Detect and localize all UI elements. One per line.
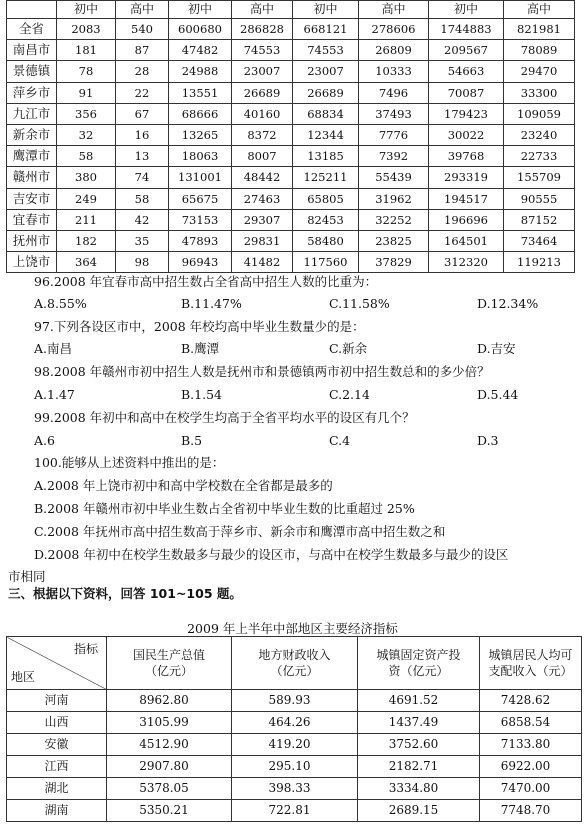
table1-header-cell: 初中 — [169, 1, 232, 19]
q97-option-d: D.吉安 — [477, 341, 516, 356]
table-cell: 10333 — [359, 61, 429, 82]
region-cell: 赣州市 — [7, 167, 57, 188]
region-cell: 安徽 — [7, 734, 107, 756]
table-cell: 13265 — [169, 124, 232, 145]
region-cell: 鹰潭市 — [7, 146, 57, 167]
table-row — [7, 230, 575, 251]
region-cell: 宜春市 — [7, 209, 57, 230]
table-cell: 31962 — [359, 188, 429, 209]
table-cell: 668121 — [293, 19, 359, 40]
table-cell: 7776 — [359, 124, 429, 145]
table-cell: 8372 — [232, 124, 293, 145]
corner-label-indicator: 指标 — [73, 642, 98, 656]
table-cell: 67 — [116, 103, 169, 124]
col-header-gdp: 国民生产总值 （亿元） — [107, 637, 232, 690]
q100-option-b: B.2008 年赣州市初中毕业生数占全省初中毕业生数的比重超过 25% — [34, 501, 415, 516]
table-cell: 22733 — [504, 146, 575, 167]
table-cell: 87 — [116, 40, 169, 61]
table-cell: 398.33 — [232, 778, 358, 800]
table-cell: 37493 — [359, 103, 429, 124]
table-cell: 16 — [116, 124, 169, 145]
region-cell: 南昌市 — [7, 40, 57, 61]
table-row — [7, 146, 575, 167]
table-cell: 312320 — [429, 252, 504, 273]
region-cell: 抚州市 — [7, 230, 57, 251]
table-cell: 40160 — [232, 103, 293, 124]
table-row — [7, 209, 575, 230]
table-cell: 39768 — [429, 146, 504, 167]
table-cell: 125211 — [293, 167, 359, 188]
table-row — [7, 756, 582, 778]
table-row — [7, 252, 575, 273]
table-cell: 2083 — [57, 19, 116, 40]
table-cell: 3105.99 — [107, 712, 232, 734]
table-cell: 42 — [116, 209, 169, 230]
region-cell: 河南 — [7, 690, 107, 712]
table-cell: 4691.52 — [358, 690, 480, 712]
table1-header-cell: 初中 — [429, 1, 504, 19]
table-cell: 4512.90 — [107, 734, 232, 756]
region-cell: 景德镇 — [7, 61, 57, 82]
table-cell: 131001 — [169, 167, 232, 188]
table-cell: 26689 — [293, 82, 359, 103]
table-cell: 13185 — [293, 146, 359, 167]
table-cell: 47893 — [169, 230, 232, 251]
col-header-revenue: 地方财政收入 （亿元） — [232, 637, 358, 690]
table-cell: 47482 — [169, 40, 232, 61]
table-cell: 7496 — [359, 82, 429, 103]
q99-option-b: B.5 — [181, 433, 203, 448]
table-row — [7, 188, 575, 209]
table-row — [7, 82, 575, 103]
table-cell: 6858.54 — [480, 712, 582, 734]
table-cell: 5378.05 — [107, 778, 232, 800]
table-cell: 91 — [57, 82, 116, 103]
table-row — [7, 40, 575, 61]
table-cell: 3752.60 — [358, 734, 480, 756]
table-cell: 87152 — [504, 209, 575, 230]
table-row — [7, 712, 582, 734]
table-cell: 32 — [57, 124, 116, 145]
table-cell: 37829 — [359, 252, 429, 273]
table-cell: 73464 — [504, 230, 575, 251]
table-cell: 6922.00 — [480, 756, 582, 778]
table-cell: 74553 — [293, 40, 359, 61]
table-cell: 722.81 — [232, 800, 358, 822]
school-stats-table — [6, 0, 575, 273]
table-cell: 29831 — [232, 230, 293, 251]
table-cell: 65805 — [293, 188, 359, 209]
table-cell: 155709 — [504, 167, 575, 188]
table2-title: 2009 年上半年中部地区主要经济指标 — [187, 621, 398, 636]
table-row — [7, 19, 575, 40]
table-cell: 27463 — [232, 188, 293, 209]
table-cell: 589.93 — [232, 690, 358, 712]
q99-option-c: C.4 — [329, 433, 351, 448]
table-row — [7, 61, 575, 82]
table-cell: 540 — [116, 19, 169, 40]
table-cell: 117560 — [293, 252, 359, 273]
table-cell: 23007 — [293, 61, 359, 82]
table-cell: 1437.49 — [358, 712, 480, 734]
q96-option-b: B.11.47% — [181, 296, 242, 311]
q99-stem: 99.2008 年初中和高中在校学生均高于全省平均水平的设区有几个？ — [34, 410, 415, 425]
table-cell: 58480 — [293, 230, 359, 251]
table-cell: 23825 — [359, 230, 429, 251]
table-cell: 58 — [57, 146, 116, 167]
table-row — [7, 167, 575, 188]
region-cell: 湖南 — [7, 800, 107, 822]
table-cell: 33300 — [504, 82, 575, 103]
table-cell: 249 — [57, 188, 116, 209]
table-cell: 2689.15 — [358, 800, 480, 822]
table-cell: 211 — [57, 209, 116, 230]
table1-header-cell — [7, 1, 57, 19]
table-cell: 164501 — [429, 230, 504, 251]
region-cell: 新余市 — [7, 124, 57, 145]
table-cell: 356 — [57, 103, 116, 124]
col-header-investment: 城镇固定资产投 资（亿元） — [358, 637, 480, 690]
table-cell: 109059 — [504, 103, 575, 124]
table-cell: 18063 — [169, 146, 232, 167]
q96-option-d: D.12.34% — [477, 296, 539, 311]
region-cell: 九江市 — [7, 103, 57, 124]
q98-option-c: C.2.14 — [329, 387, 370, 402]
region-cell: 湖北 — [7, 778, 107, 800]
table-cell: 2907.80 — [107, 756, 232, 778]
q99-option-d: D.3 — [477, 433, 499, 448]
region-cell: 萍乡市 — [7, 82, 57, 103]
table-cell: 286828 — [232, 19, 293, 40]
table-cell: 364 — [57, 252, 116, 273]
table1-header-cell: 高中 — [116, 1, 169, 19]
table-cell: 26809 — [359, 40, 429, 61]
table1-header-cell: 高中 — [232, 1, 293, 19]
table-cell: 194517 — [429, 188, 504, 209]
table-cell: 600680 — [169, 19, 232, 40]
table-cell: 65675 — [169, 188, 232, 209]
table-cell: 2182.71 — [358, 756, 480, 778]
table-cell: 7392 — [359, 146, 429, 167]
q97-option-a: A.南昌 — [34, 341, 73, 356]
region-cell: 吉安市 — [7, 188, 57, 209]
table-cell: 5350.21 — [107, 800, 232, 822]
table-cell: 8962.80 — [107, 690, 232, 712]
table-cell: 293319 — [429, 167, 504, 188]
table-cell: 209567 — [429, 40, 504, 61]
table-cell: 74553 — [232, 40, 293, 61]
table-cell: 74 — [116, 167, 169, 188]
table-cell: 12344 — [293, 124, 359, 145]
table-cell: 68666 — [169, 103, 232, 124]
table-cell: 73153 — [169, 209, 232, 230]
corner-label-region: 地区 — [11, 670, 36, 684]
table-cell: 68834 — [293, 103, 359, 124]
table-cell: 3334.80 — [358, 778, 480, 800]
table-cell: 41482 — [232, 252, 293, 273]
table-cell: 182 — [57, 230, 116, 251]
table1-header-cell: 初中 — [293, 1, 359, 19]
table-cell: 8007 — [232, 146, 293, 167]
table-row — [7, 103, 575, 124]
table-cell: 22 — [116, 82, 169, 103]
q100-stem: 100.能够从上述资料中推出的是： — [34, 455, 225, 470]
table-cell: 119213 — [504, 252, 575, 273]
table-cell: 78089 — [504, 40, 575, 61]
table-cell: 23007 — [232, 61, 293, 82]
region-cell: 全省 — [7, 19, 57, 40]
q100-option-a: A.2008 年上饶市初中和高中学校数在全省都是最多的 — [34, 478, 333, 493]
table-cell: 7133.80 — [480, 734, 582, 756]
table-cell: 821981 — [504, 19, 575, 40]
table1-header-cell: 高中 — [504, 1, 575, 19]
table-cell: 90555 — [504, 188, 575, 209]
q100-option-c: C.2008 年抚州市高中招生数高于萍乡市、新余市和鹰潭市高中招生数之和 — [34, 524, 446, 539]
table-cell: 181 — [57, 40, 116, 61]
q96-stem: 96.2008 年宜春市高中招生数占全省高中招生人数的比重为： — [34, 274, 378, 289]
col-header-income: 城镇居民人均可 支配收入（元） — [480, 637, 582, 690]
q97-option-b: B.鹰潭 — [181, 341, 220, 356]
q100-option-d-cont: 市相同 — [8, 569, 46, 584]
table-cell: 1744883 — [429, 19, 504, 40]
region-cell: 山西 — [7, 712, 107, 734]
table-cell: 82453 — [293, 209, 359, 230]
table-cell: 98 — [116, 252, 169, 273]
q96-option-c: C.11.58% — [329, 296, 390, 311]
table1-header-cell: 高中 — [359, 1, 429, 19]
section-heading: 三、根据以下资料，回答 101~105 题。 — [8, 586, 242, 601]
q100-option-d: D.2008 年初中在校学生数最多与最少的设区市，与高中在校学生数最多与最少的设区 — [34, 547, 509, 562]
table-row — [7, 778, 582, 800]
table-row — [7, 734, 582, 756]
table-cell: 464.26 — [232, 712, 358, 734]
region-cell: 上饶市 — [7, 252, 57, 273]
table-cell: 13 — [116, 146, 169, 167]
table-cell: 70087 — [429, 82, 504, 103]
table1-header-cell: 初中 — [57, 1, 116, 19]
q98-option-a: A.1.47 — [34, 387, 75, 402]
table-cell: 179423 — [429, 103, 504, 124]
table-row — [7, 690, 582, 712]
table-cell: 295.10 — [232, 756, 358, 778]
table-cell: 29307 — [232, 209, 293, 230]
table-cell: 58 — [116, 188, 169, 209]
table-cell: 23240 — [504, 124, 575, 145]
table-cell: 28 — [116, 61, 169, 82]
table-cell: 196696 — [429, 209, 504, 230]
table-cell: 24988 — [169, 61, 232, 82]
table-row — [7, 124, 575, 145]
table-cell: 32252 — [359, 209, 429, 230]
region-cell: 江西 — [7, 756, 107, 778]
table1-header-row — [7, 1, 575, 19]
table-cell: 30022 — [429, 124, 504, 145]
table-cell: 7748.70 — [480, 800, 582, 822]
table-cell: 54663 — [429, 61, 504, 82]
q98-option-d: D.5.44 — [477, 387, 519, 402]
table-cell: 13551 — [169, 82, 232, 103]
table-cell: 7428.62 — [480, 690, 582, 712]
economic-indicators-table — [6, 636, 582, 822]
table-cell: 278606 — [359, 19, 429, 40]
table-cell: 7470.00 — [480, 778, 582, 800]
table-cell: 55439 — [359, 167, 429, 188]
table-cell: 29470 — [504, 61, 575, 82]
table-cell: 78 — [57, 61, 116, 82]
q97-option-c: C.新余 — [329, 341, 368, 356]
q98-stem: 98.2008 年赣州市初中招生人数是抚州市和景德镇两市初中招生数总和的多少倍？ — [34, 364, 490, 379]
q97-stem: 97.下列各设区市中，2008 年校均高中毕业生数量少的是： — [34, 319, 365, 334]
table-cell: 26689 — [232, 82, 293, 103]
q96-option-a: A.8.55% — [34, 296, 87, 311]
table-row — [7, 800, 582, 822]
table-cell: 380 — [57, 167, 116, 188]
table2-corner-cell — [7, 637, 107, 690]
table-cell: 48442 — [232, 167, 293, 188]
table-cell: 96943 — [169, 252, 232, 273]
q99-option-a: A.6 — [34, 433, 55, 448]
table-cell: 35 — [116, 230, 169, 251]
table-cell: 419.20 — [232, 734, 358, 756]
q98-option-b: B.1.54 — [181, 387, 222, 402]
